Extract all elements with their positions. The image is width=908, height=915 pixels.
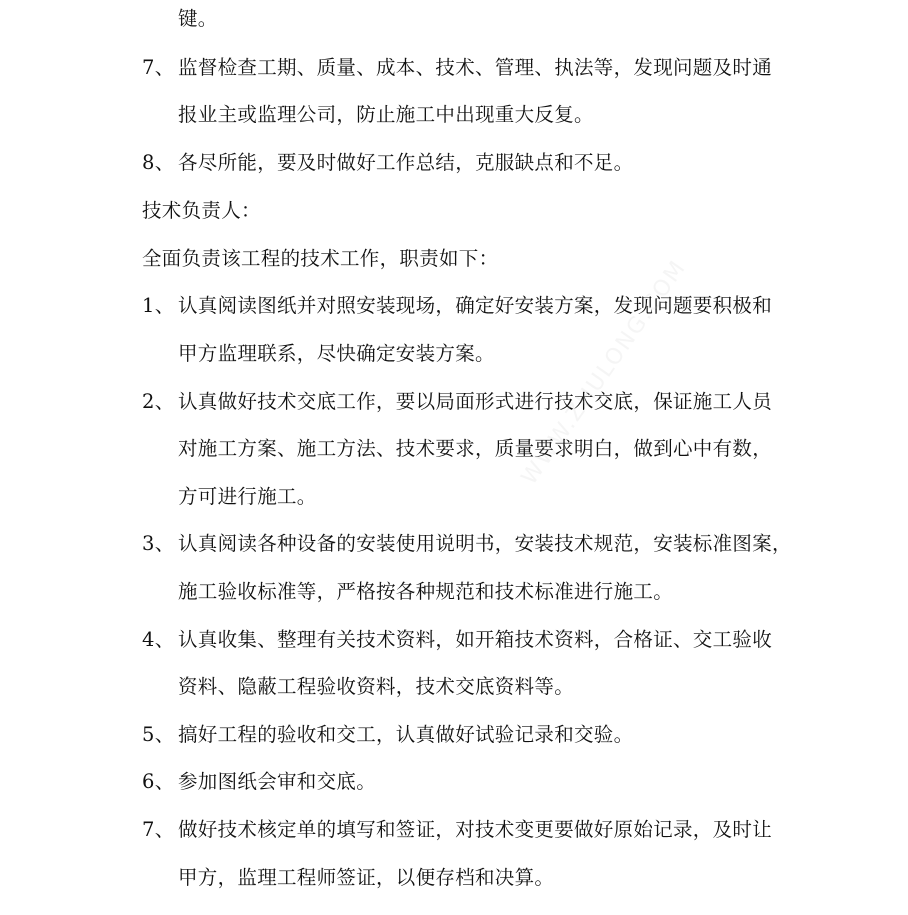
section-intro-text: 全面负责该工程的技术工作，职责如下： (142, 247, 499, 270)
list-item-number: 8、 (142, 151, 175, 174)
list-item-text: 资料、隐蔽工程验收资料，技术交底资料等。 (178, 675, 575, 698)
list-item-number: 7、 (142, 818, 175, 841)
paragraph-text: 键。 (178, 7, 218, 30)
list-item-text: 对施工方案、施工方法、技术要求，质量要求明白，做到心中有数， (178, 437, 773, 460)
list-item-number: 2、 (142, 390, 175, 413)
list-item-text: 报业主或监理公司，防止施工中出现重大反复。 (178, 103, 594, 126)
list-item-text: 甲方监理联系，尽快确定安装方案。 (178, 342, 495, 365)
section-title-text: 技术负责人： (142, 199, 261, 222)
list-item-text: 各尽所能，要及时做好工作总结，克服缺点和不足。 (178, 151, 634, 174)
watermark: WWW.ZHULONG.COM (516, 255, 692, 490)
list-item-text: 参加图纸会审和交底。 (178, 770, 377, 793)
list-item-text: 认真做好技术交底工作，要以局面形式进行技术交底，保证施工人员 (178, 390, 773, 413)
list-item-number: 3、 (142, 532, 175, 555)
list-item-text: 方可进行施工。 (178, 485, 317, 508)
list-item-text: 认真阅读图纸并对照安装现场，确定好安装方案，发现问题要积极和 (178, 294, 773, 317)
list-item-text: 甲方，监理工程师签证，以便存档和决算。 (178, 866, 555, 889)
list-item-text: 施工验收标准等，严格按各种规范和技术标准进行施工。 (178, 580, 674, 603)
list-item-text: 监督检查工期、质量、成本、技术、管理、执法等，发现问题及时通 (178, 56, 773, 79)
list-item-number: 1、 (142, 294, 175, 317)
list-item-text: 搞好工程的验收和交工，认真做好试验记录和交验。 (178, 723, 634, 746)
list-item-number: 4、 (142, 628, 175, 651)
list-item-text: 认真阅读各种设备的安装使用说明书，安装技术规范，安装标准图案， (178, 532, 792, 555)
list-item-number: 6、 (142, 770, 175, 793)
list-item-text: 做好技术核定单的填写和签证，对技术变更要做好原始记录，及时让 (178, 818, 773, 841)
list-item-text: 认真收集、整理有关技术资料，如开箱技术资料，合格证、交工验收 (178, 628, 773, 651)
list-item-number: 7、 (142, 56, 175, 79)
list-item-number: 5、 (142, 723, 175, 746)
